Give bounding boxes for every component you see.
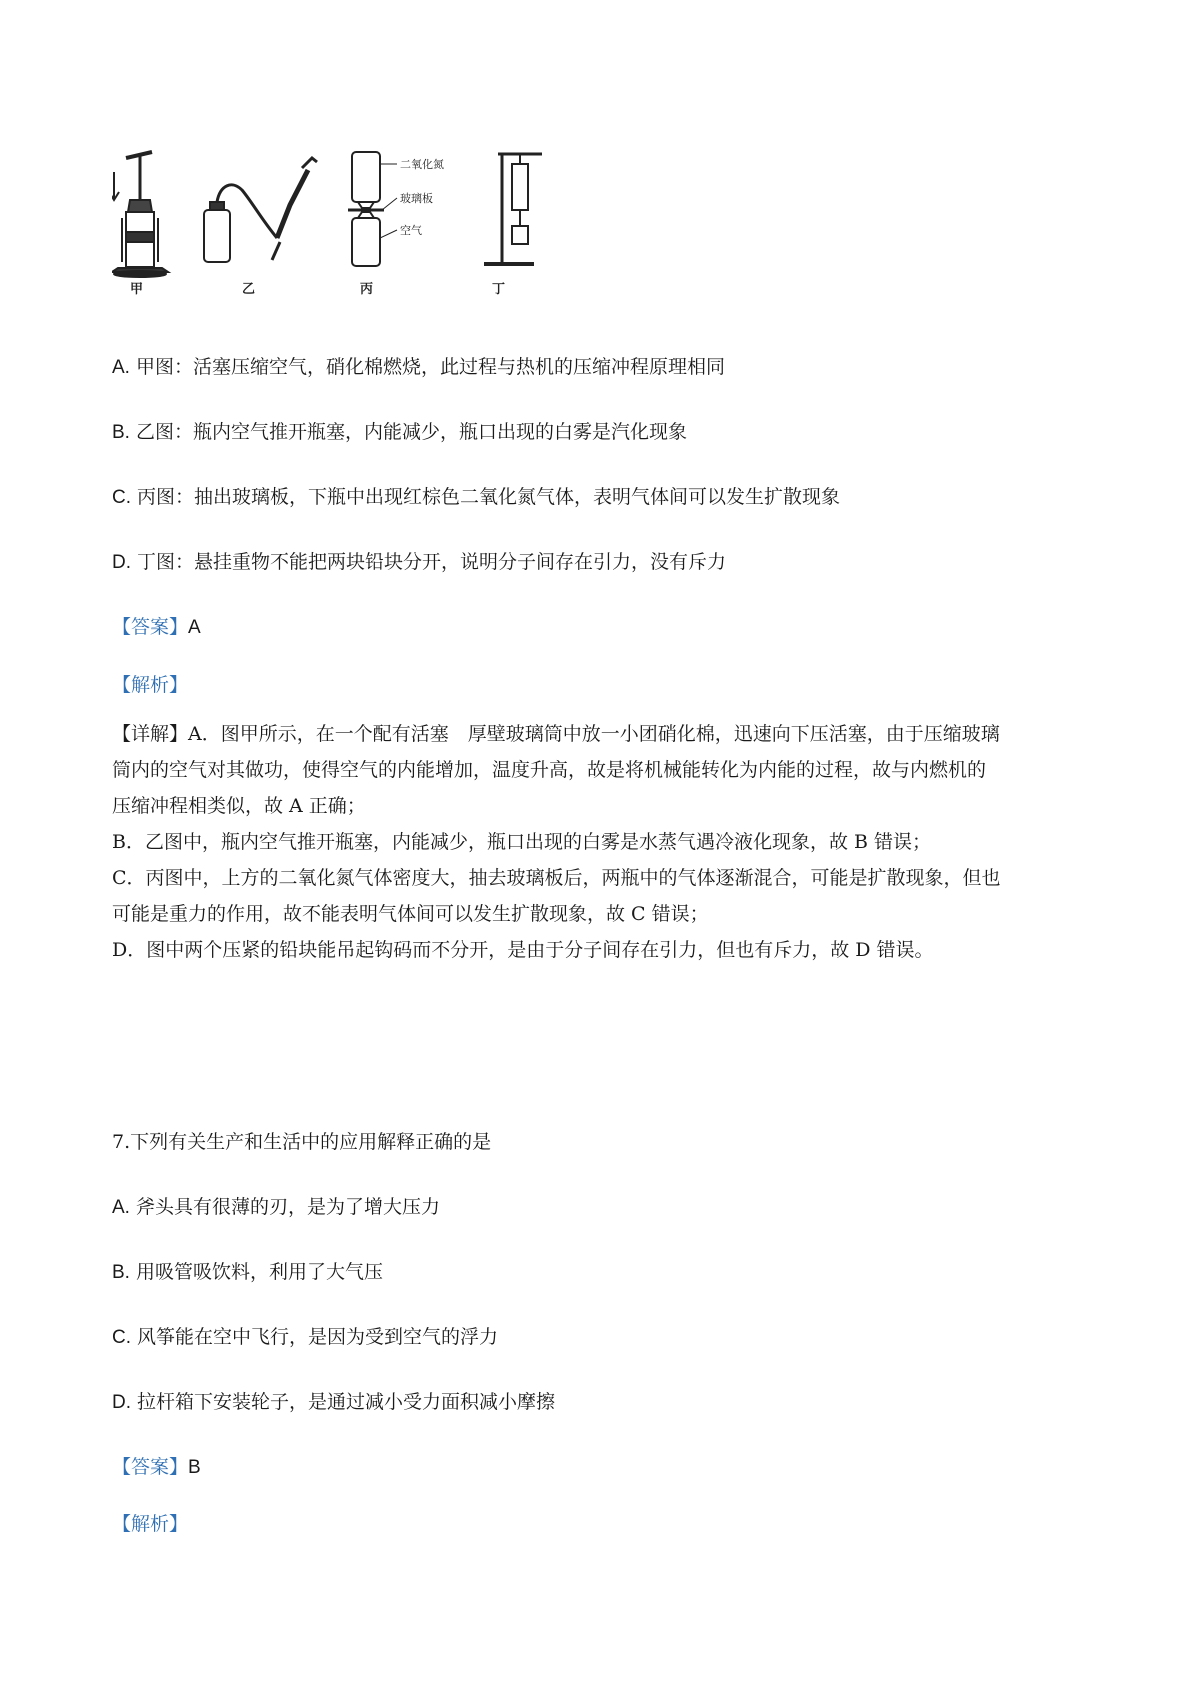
q7-option-d bbox=[112, 1390, 555, 1415]
option-text: 丁图：悬挂重物不能把两块铅块分开，说明分子间存在引力，没有斥力 bbox=[137, 551, 727, 573]
option-text: 用吸管吸饮料，利用了大气压 bbox=[136, 1261, 384, 1283]
option-text: 乙图：瓶内空气推开瓶塞，内能减少，瓶口出现的白雾是汽化现象 bbox=[136, 421, 688, 443]
q6-option-b bbox=[112, 420, 687, 445]
experiment-figure bbox=[112, 150, 612, 330]
question-stem: 7.下列有关生产和生活中的应用解释正确的是 bbox=[112, 1131, 492, 1153]
q7-option-c bbox=[112, 1325, 498, 1350]
diagram-ding bbox=[484, 154, 542, 264]
q6-option-a bbox=[112, 355, 725, 380]
detail-line: 压缩冲程相类似，故 A 正确； bbox=[112, 795, 366, 817]
q6-answer bbox=[112, 615, 201, 640]
q7-option-b bbox=[112, 1260, 383, 1285]
detail-line: D．图中两个压紧的铅块能吊起钩码而不分开，是由于分子间存在引力，但也有斥力，故 D 错误。 bbox=[112, 939, 934, 961]
answer-value: B bbox=[188, 1457, 201, 1478]
q6-option-d bbox=[112, 550, 726, 575]
detail-line: 【详解】A．图甲所示，在一个配有活塞 厚壁玻璃筒中放一小团硝化棉，迅速向下压活塞，由于压缩玻璃 bbox=[112, 723, 1000, 745]
option-letter: C. bbox=[112, 487, 131, 508]
option-letter: B. bbox=[112, 1262, 130, 1283]
answer-value: A bbox=[188, 617, 201, 638]
annotation-no2: 二氧化氮 bbox=[400, 158, 444, 171]
option-letter: A. bbox=[112, 357, 130, 378]
analysis-tag: 【解析】 bbox=[112, 1513, 189, 1535]
option-letter: C. bbox=[112, 1327, 131, 1348]
analysis-tag: 【解析】 bbox=[112, 674, 189, 696]
label-ding: 丁 bbox=[492, 282, 506, 297]
q7-analysis bbox=[112, 1512, 188, 1536]
diagram-bing bbox=[348, 152, 397, 266]
option-letter: B. bbox=[112, 422, 130, 443]
option-text: 丙图：抽出玻璃板，下瓶中出现红棕色二氧化氮气体，表明气体间可以发生扩散现象 bbox=[137, 486, 841, 508]
label-yi: 乙 bbox=[242, 282, 256, 297]
option-text: 斧头具有很薄的刃，是为了增大压力 bbox=[136, 1196, 441, 1218]
annotation-air: 空气 bbox=[400, 224, 422, 237]
q6-analysis bbox=[112, 673, 188, 697]
detail-line: B．乙图中，瓶内空气推开瓶塞，内能减少，瓶口出现的白雾是水蒸气遇冷液化现象，故 B 错误； bbox=[112, 831, 932, 853]
q7-answer bbox=[112, 1455, 201, 1480]
option-letter: A. bbox=[112, 1197, 130, 1218]
experiment-diagrams bbox=[112, 150, 612, 330]
label-jia: 甲 bbox=[130, 282, 144, 297]
option-letter: D. bbox=[112, 1392, 131, 1413]
q7-stem bbox=[112, 1130, 491, 1154]
option-text: 风筝能在空中飞行，是因为受到空气的浮力 bbox=[137, 1326, 499, 1348]
q6-detail bbox=[112, 716, 1102, 968]
answer-tag: 【答案】 bbox=[112, 1456, 189, 1478]
q6-option-c bbox=[112, 485, 840, 510]
answer-tag: 【答案】 bbox=[112, 616, 189, 638]
q7-option-a bbox=[112, 1195, 440, 1220]
annotation-glass-plate: 玻璃板 bbox=[400, 192, 433, 205]
detail-line: 筒内的空气对其做功，使得空气的内能增加，温度升高，故是将机械能转化为内能的过程，故与内燃机的 bbox=[112, 759, 987, 781]
detail-line: 可能是重力的作用，故不能表明气体间可以发生扩散现象，故 C 错误； bbox=[112, 903, 709, 925]
detail-line: C．丙图中，上方的二氧化氮气体密度大，抽去玻璃板后，两瓶中的气体逐渐混合，可能是扩散现象，但也 bbox=[112, 867, 1001, 889]
option-text: 拉杆箱下安装轮子，是通过减小受力面积减小摩擦 bbox=[137, 1391, 556, 1413]
label-bing: 丙 bbox=[360, 282, 374, 297]
option-text: 甲图：活塞压缩空气，硝化棉燃烧，此过程与热机的压缩冲程原理相同 bbox=[136, 356, 726, 378]
diagram-jia bbox=[112, 152, 168, 277]
option-letter: D. bbox=[112, 552, 131, 573]
diagram-yi bbox=[204, 158, 317, 262]
